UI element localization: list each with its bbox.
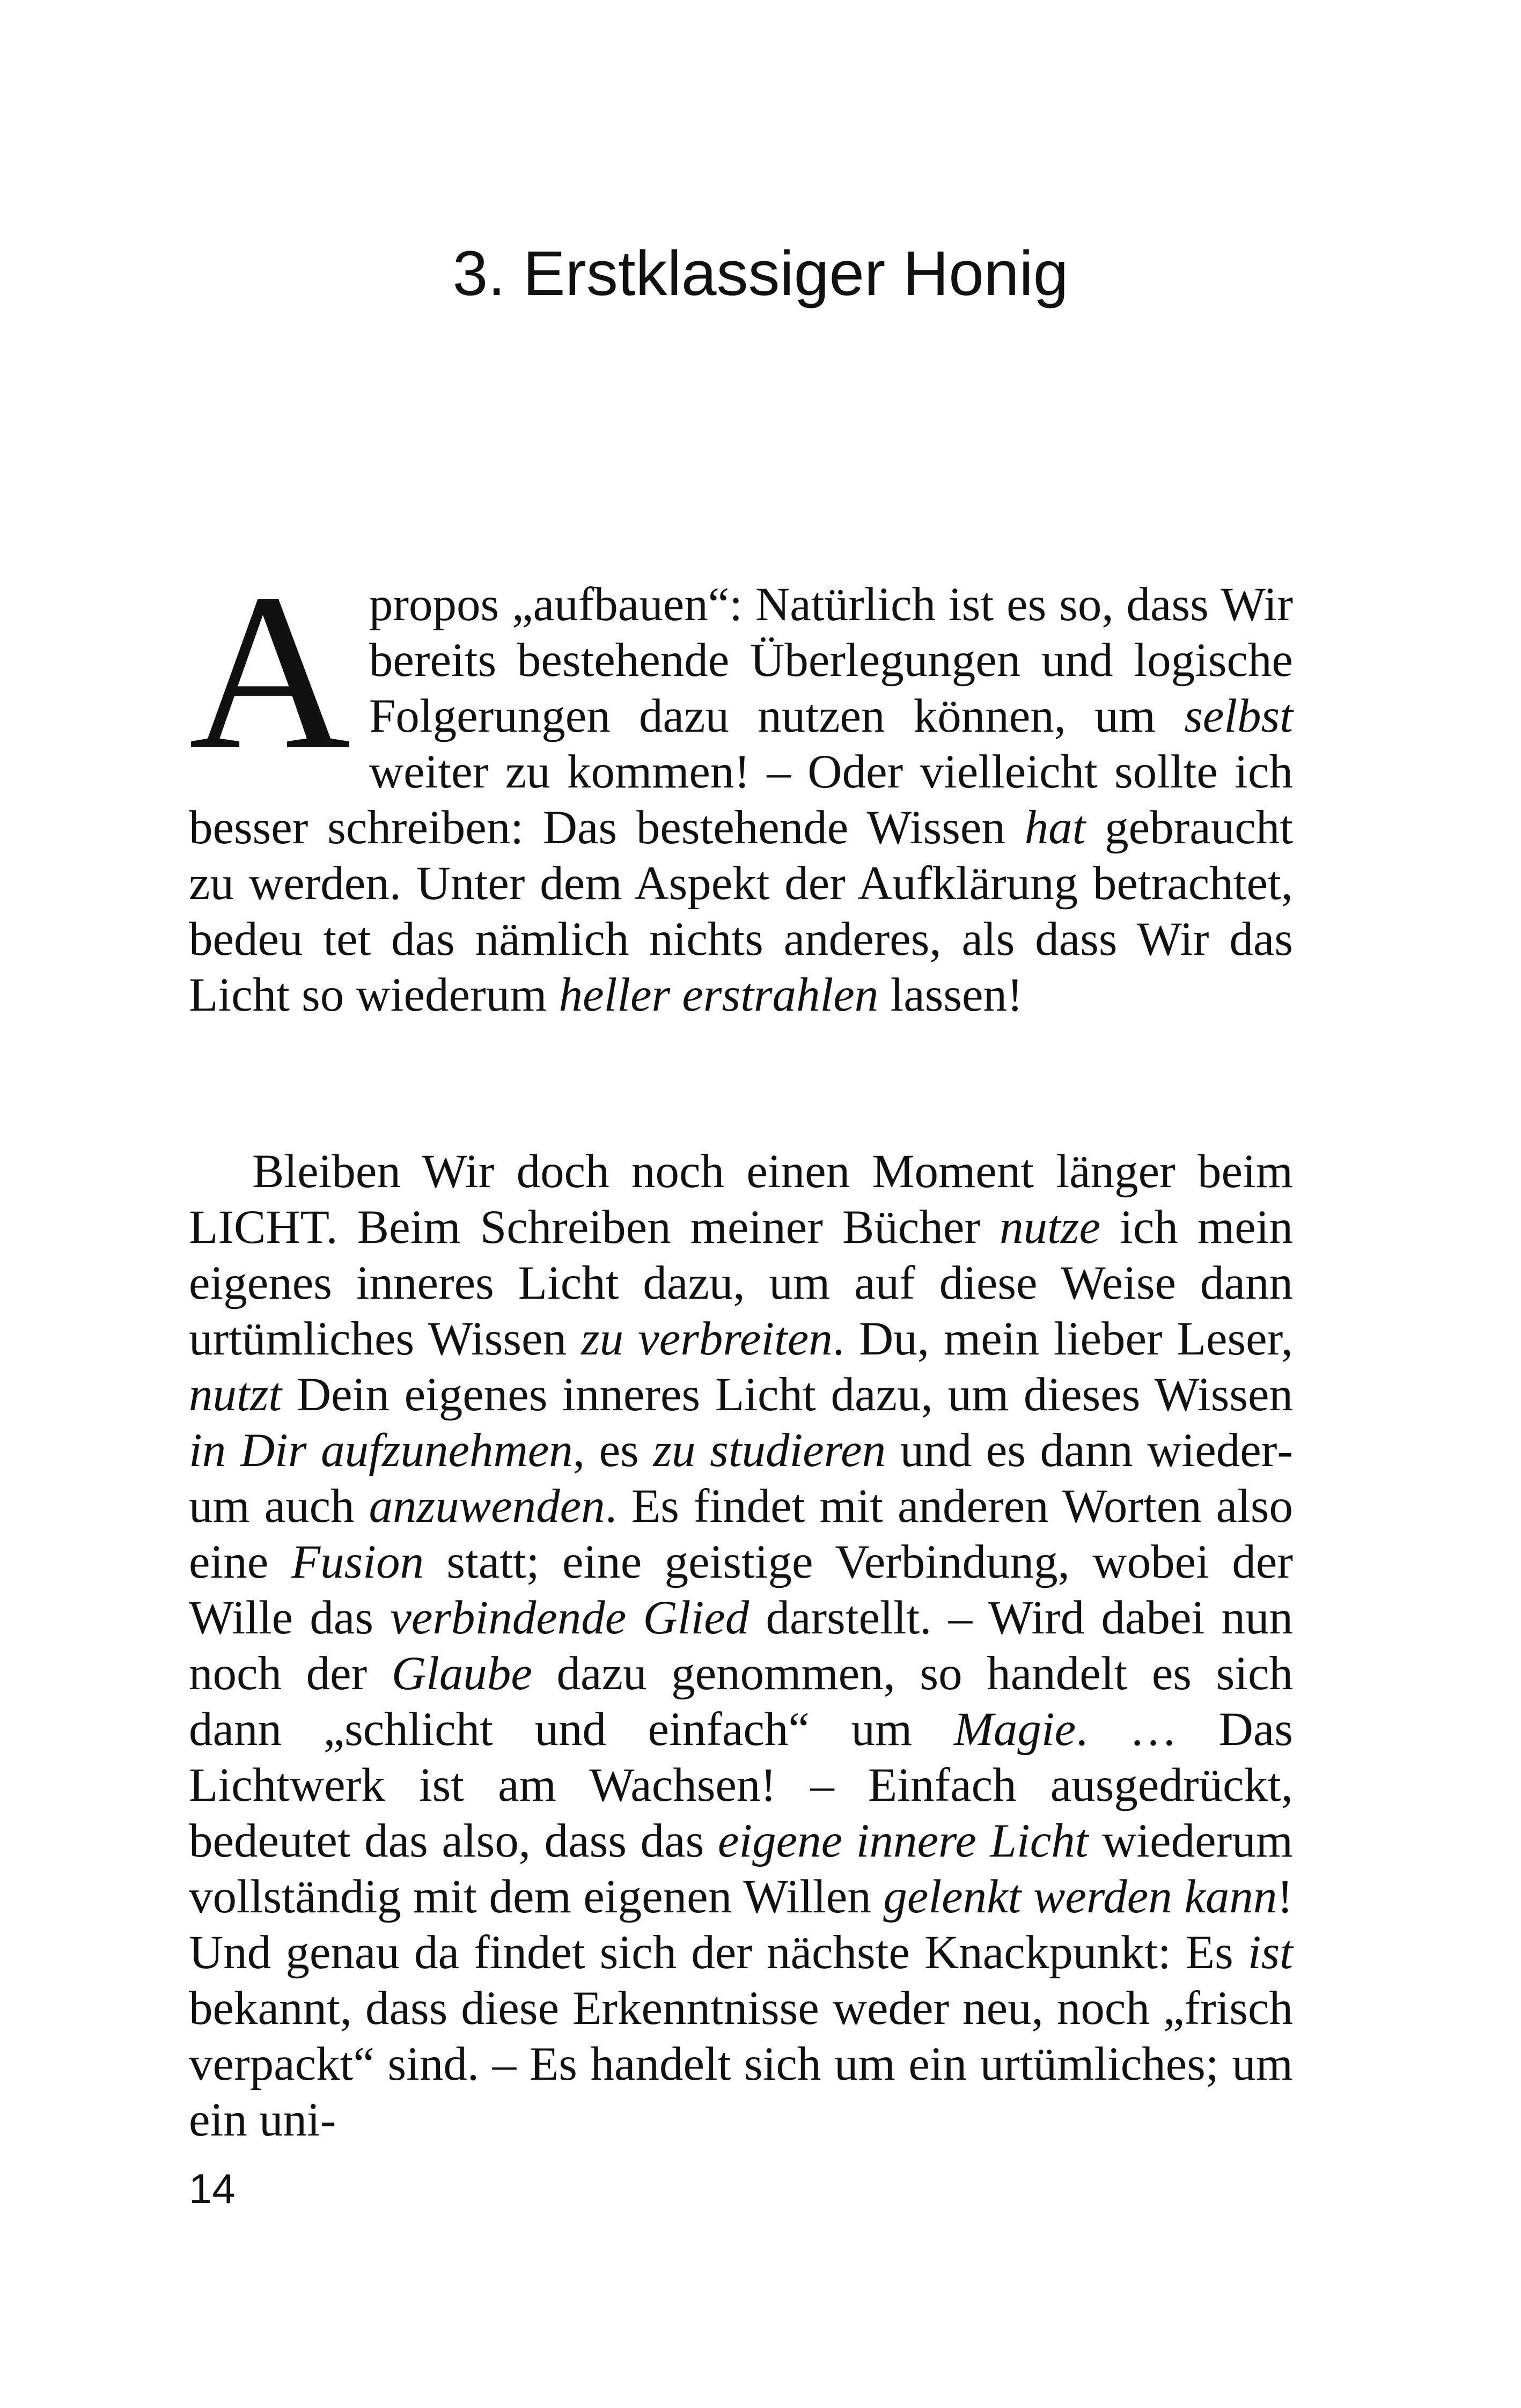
paragraph-intro-text (189, 548, 1294, 1023)
italic-run: zu verbreiten (581, 1313, 833, 1365)
paragraph-intro (189, 548, 1294, 1023)
text-run: dazu genommen, so handelt es sich dann „schlicht und einfach“ um (189, 1647, 1293, 1756)
text-run: weiter zu kommen! – Oder vielleicht sollte ich besser schreiben: Das bestehende Wissen (189, 746, 1293, 854)
italic-run: Fusion (291, 1536, 424, 1588)
text-run: und es dann wiederum auch (189, 1424, 1293, 1533)
text-run: lassen! (878, 969, 1023, 1021)
italic-run: verbindende Glied (390, 1592, 750, 1644)
text-run: . Es findet mit anderen Worten also eine (189, 1480, 1294, 1588)
italic-run: selbst (1184, 690, 1293, 742)
italic-run: ist (1247, 1926, 1293, 1979)
text-run: . … Das Lichtwerk ist am Wachsen! – Einfach ausgedrückt, bedeutet das also, dass das (189, 1703, 1293, 1867)
italic-run: nutzt (189, 1368, 282, 1421)
italic-run: anzuwenden (369, 1480, 605, 1533)
drop-cap: A (189, 548, 351, 796)
text-run: wiederum vollständig mit dem eigenen Willen (189, 1815, 1293, 1923)
italic-run: hat (1024, 801, 1086, 854)
text-run: . Du, mein lieber Leser, (832, 1313, 1293, 1365)
text-run: ich mein eigenes inneres Licht dazu, um auf diese Weise dann urtümliches Wissen (189, 1201, 1294, 1365)
italic-run: nutze (1000, 1201, 1101, 1254)
paragraph-main (189, 1144, 1293, 2148)
italic-run: gelenkt werden kann (883, 1871, 1277, 1923)
paragraph-main-text (189, 1144, 1293, 2148)
text-run: Dein eigenes inneres Licht dazu, um dieses Wissen (282, 1368, 1293, 1421)
italic-run: heller erstrahlen (559, 969, 879, 1021)
text-run: gebraucht zu werden. Unter dem Aspekt der Aufklärung betrachtet, bedeu tet das nämlich nichts anderes, als dass Wir das Licht so wiederum (189, 801, 1294, 1021)
text-run: propos „aufbauen“: Natürlich ist es so, dass Wir bereits bestehende Überlegungen und logische Folgerungen dazu nutzen können, um (369, 578, 1293, 742)
text-run: bekannt, dass diese Erkenntnisse weder neu, noch „frisch verpackt“ sind. – Es handelt sich um ein urtümliches; um ein uni- (189, 1982, 1293, 2146)
text-run: Bleiben Wir doch noch einen Moment länger beim LICHT. Beim Schreiben meiner Bücher (189, 1145, 1293, 1254)
chapter-title: 3. Erstklassiger Honig (452, 238, 1069, 309)
italic-run: eigene innere Licht (717, 1815, 1089, 1867)
page-number: 14 (189, 2165, 236, 2212)
text-run: ! Und genau da findet sich der nächste Knackpunkt: Es (189, 1871, 1293, 1979)
text-run: , es (572, 1424, 653, 1477)
italic-run: Magie (953, 1703, 1076, 1756)
italic-run: zu studieren (653, 1424, 886, 1477)
italic-run: Glaube (391, 1647, 532, 1700)
text-run: darstellt. – Wird dabei nun noch der (189, 1592, 1293, 1700)
italic-run: in Dir aufzunehmen (189, 1424, 573, 1477)
text-run: statt; eine geistige Verbindung, wobei der Wille das (189, 1536, 1293, 1644)
